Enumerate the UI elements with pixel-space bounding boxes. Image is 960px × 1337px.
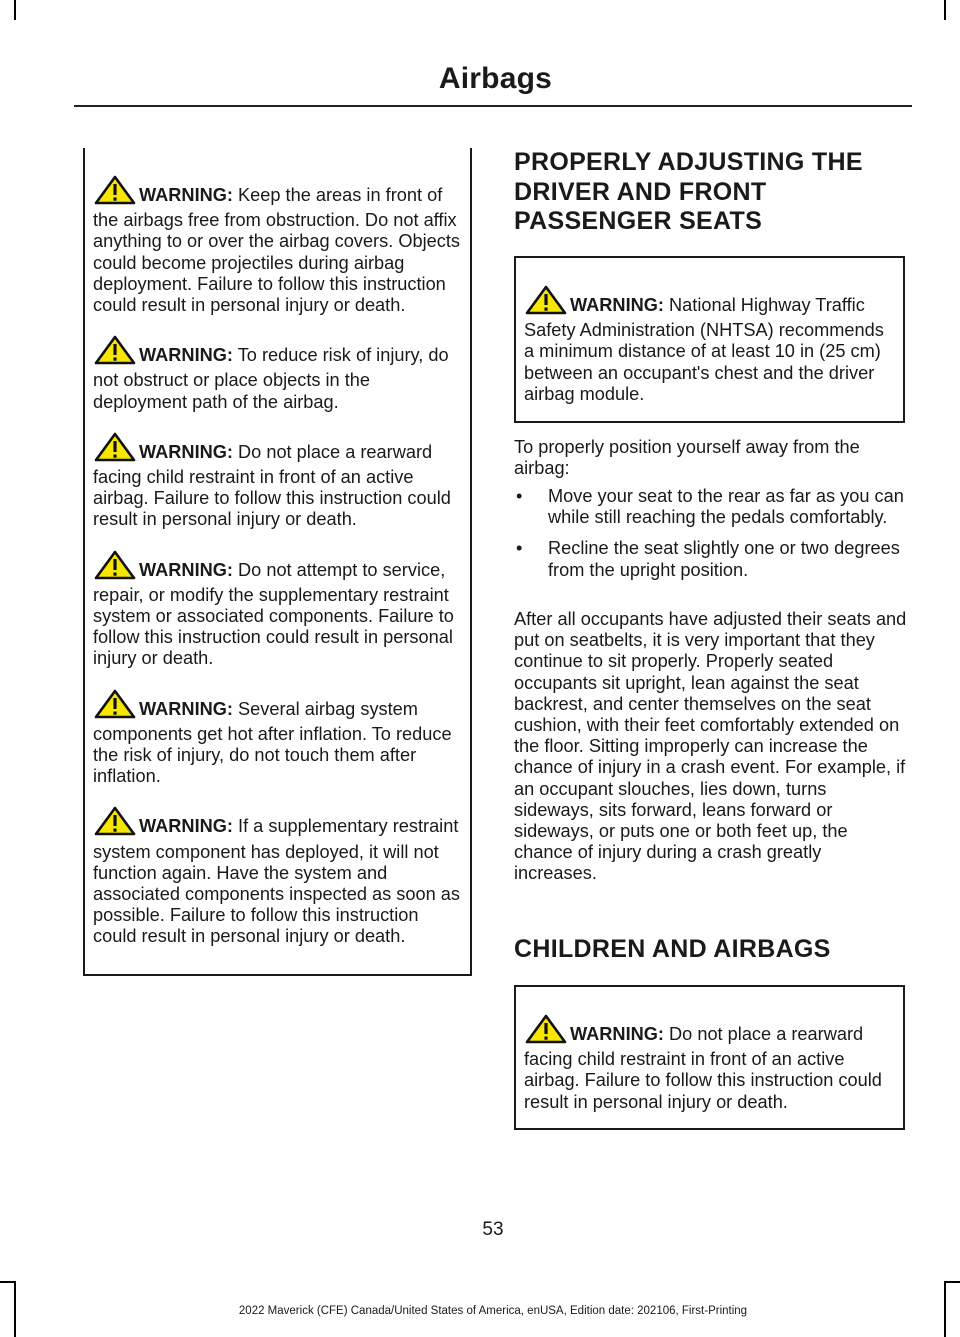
seats-warning-box xyxy=(514,256,905,423)
left-warning-box xyxy=(83,148,472,976)
warning-item xyxy=(524,285,894,405)
bullet: • xyxy=(516,538,523,559)
header-divider xyxy=(74,105,912,107)
warning-triangle-icon xyxy=(93,335,137,370)
warning-text: Several airbag system components get hot after inflation. To reduce the risk of injury, do not touch them after inflation. xyxy=(93,698,452,787)
warning-triangle-icon xyxy=(93,550,137,585)
warning-item xyxy=(93,432,461,531)
warning-label: WARNING: xyxy=(570,1024,664,1044)
warning-triangle-icon xyxy=(524,285,568,320)
crop-mark-bottom-right-h xyxy=(944,1281,960,1283)
warning-item xyxy=(93,806,461,947)
warning-label: WARNING: xyxy=(570,295,664,315)
warning-item xyxy=(93,335,461,413)
warning-label: WARNING: xyxy=(139,698,233,719)
warning-label: WARNING: xyxy=(139,185,233,205)
body-paragraph: After all occupants have adjusted their seats and put on seatbelts, it is very important that they continue to sit properly. Properly seated occupants sit upright, lean against the seat backrest, and center themselves on the seat cushion, with their feet comfortably extended on the floor. Sitting improperly can increase the chance of injury in a crash event. For example, if an occupant slouches, lies down, turns sideways, sits forward, leans forward or sideways, or puts one or both feet up, the chance of injury during a crash greatly increases. xyxy=(514,609,907,884)
warning-triangle-icon xyxy=(93,806,137,841)
warning-item xyxy=(93,175,461,316)
warning-label: WARNING: xyxy=(139,345,233,366)
section-heading-children: CHILDREN AND AIRBAGS xyxy=(514,935,831,963)
bullet: • xyxy=(516,486,523,506)
heading-line: PASSENGER SEATS xyxy=(514,207,763,235)
warning-triangle-icon xyxy=(524,1014,568,1049)
warning-text: Do not place a rearward facing child restraint in front of an active airbag. Failure to follow this instruction could result in personal injury or death. xyxy=(524,1024,882,1112)
list-item xyxy=(514,486,909,528)
warning-triangle-icon xyxy=(93,689,137,724)
warning-text: To reduce risk of injury, do not obstruct or place objects in the deployment path of the airbag. xyxy=(93,345,449,412)
warning-label: WARNING: xyxy=(139,559,233,580)
list-item-text: Move your seat to the rear as far as you can while still reaching the pedals comfortably. xyxy=(548,486,904,528)
warning-item xyxy=(93,550,461,670)
positioning-list xyxy=(514,486,909,591)
children-warning-box xyxy=(514,985,905,1130)
warning-text: National Highway Traffic Safety Administration (NHTSA) recommends a minimum distance of at least 10 in (25 cm) between an occupant's chest and the driver airbag module. xyxy=(524,295,884,404)
warning-text: Do not place a rearward facing child restraint in front of an active airbag. Failure to follow this instruction could result in personal injury or death. xyxy=(93,441,451,530)
warning-text: If a supplementary restraint system component has deployed, it will not function again. Have the system and associated components inspected as soon as possible. Failure to follow this instruction could result in personal injury or death. xyxy=(93,816,461,947)
page-title: Airbags xyxy=(438,62,552,95)
page-number: 53 xyxy=(482,1219,504,1240)
intro-paragraph: To properly position yourself away from the airbag: xyxy=(514,437,860,479)
warning-item xyxy=(93,689,461,788)
crop-mark-top-right xyxy=(944,0,946,20)
warning-label: WARNING: xyxy=(139,816,233,837)
heading-line: DRIVER AND FRONT xyxy=(514,177,767,206)
crop-mark-bottom-left-h xyxy=(0,1281,16,1283)
footer-edition: 2022 Maverick (CFE) Canada/United States of America, enUSA, Edition date: 202106, First-Printing xyxy=(238,1305,748,1317)
warning-text: Keep the areas in front of the airbags free from obstruction. Do not affix anything to or over the airbag covers. Objects could become projectiles during airbag deployment. Failure to follow this instruction could result in personal injury or death. xyxy=(93,185,460,316)
warning-triangle-icon xyxy=(93,175,137,210)
section-heading-seats xyxy=(514,148,914,237)
warning-label: WARNING: xyxy=(139,441,233,462)
warning-triangle-icon xyxy=(93,432,137,467)
list-item-text: Recline the seat slightly one or two degrees from the upright position. xyxy=(548,538,900,580)
crop-mark-top-left xyxy=(14,0,16,20)
heading-line: PROPERLY ADJUSTING THE xyxy=(514,148,863,176)
warning-item xyxy=(524,1014,894,1113)
warning-text: Do not attempt to service, repair, or modify the supplementary restraint system or associated components. Failure to follow this instruction could result in personal injury or death. xyxy=(93,559,454,669)
list-item xyxy=(514,538,909,580)
